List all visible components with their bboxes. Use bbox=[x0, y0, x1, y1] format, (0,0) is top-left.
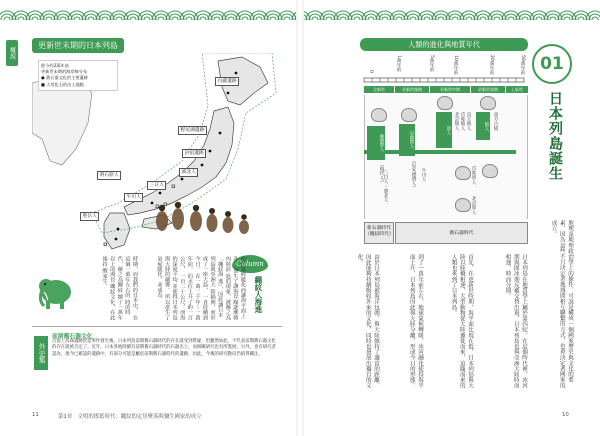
column-line-10: 並使得日本列島與大陸的關係。 bbox=[164, 256, 178, 321]
scale-label-3: 5萬年前 bbox=[429, 55, 434, 72]
column-line-5: 陸隔開，而形成了一座大島， bbox=[202, 256, 216, 321]
section-number: 01 bbox=[532, 44, 572, 84]
page-number-left: 11 bbox=[32, 412, 39, 418]
legend-fossil-text: 人骨化石的出土地點 bbox=[46, 81, 84, 87]
era-holocene: 全新世 bbox=[364, 86, 394, 93]
scale-label-0: 50萬年前 bbox=[520, 55, 525, 75]
body-text-2: 首先，在更新世時期，海平面比現在低，日本列島與大陸以陸橋相連，大型動物從大陸遷徙而來，追隨而來的人類也來到了日本列島。 bbox=[450, 254, 473, 389]
legend-fossil: ■ 人骨化石的出土地點 bbox=[41, 81, 84, 87]
label-nojiriko: 野尻湖遺跡 bbox=[178, 126, 207, 135]
species-early-sapiens-sub: （尼安德塔人） bbox=[411, 158, 416, 191]
column-line-6: 一直持續到今日。 bbox=[194, 256, 209, 321]
column-line-8: 的水位上升了約一百公尺， bbox=[179, 256, 193, 321]
label-mikkabi-hamakita: 三日人・濱北人 bbox=[383, 170, 388, 203]
scale-label-2: 10萬年前 bbox=[453, 55, 458, 75]
legend-site: ● 舊石器文化的主要遺跡 bbox=[41, 75, 88, 81]
extra-title: 前期舊石器文化 bbox=[52, 334, 93, 340]
column-line-3: 進的現象，被稱之為「繩紋海 bbox=[217, 256, 231, 321]
label-hijiridake: 聖岳人 bbox=[80, 212, 99, 221]
stone-age-old: 舊石器時代 bbox=[395, 222, 528, 244]
column-body-2 bbox=[78, 256, 138, 322]
map-legend bbox=[38, 60, 118, 91]
skull-australo bbox=[480, 96, 496, 110]
species-erectus bbox=[436, 112, 452, 148]
scale-label-5: 0 bbox=[368, 70, 373, 73]
label-shirataki: 白瀧遺跡 bbox=[215, 77, 239, 86]
skull-early-sapiens bbox=[401, 108, 417, 122]
label-peking: 北京原人 bbox=[471, 196, 476, 215]
species-erectus-label: 原人 bbox=[446, 125, 451, 135]
section-title: 日本列島誕生 bbox=[547, 91, 563, 181]
legend-site-text: 舊石器文化的主要遺跡 bbox=[46, 75, 88, 81]
species-erectus-sub: 直立猿人 爪哇猿人 北京猿人 bbox=[454, 112, 471, 131]
era-pliocene: 上新世 bbox=[506, 86, 528, 93]
side-tab: 概說 bbox=[6, 40, 18, 66]
label-iwajuku: 岩宿遺跡 bbox=[182, 149, 206, 158]
label-java: 爪哇原人 bbox=[471, 166, 476, 185]
column-line-4: 進」，因此讓日本列島與亞洲大 bbox=[209, 256, 224, 318]
stone-age-new: 新石器時代 （繩紋時代） bbox=[364, 222, 394, 244]
extra-body: 自從上高森遺跡捏造事件發生後，日本列島前期舊石器時代的存在就受到質疑，但雖然如此，不代表前期舊石器文化的存在就被否定了。近年，日本各地陸續有前期舊石器時代的石器出土，而相關研究也有所進展。另外，也有研究者認為，現今已確認的遺跡中，有部分可能是屬於前期舊石器時代的遺跡，因此，今後的研究動向仍值得關注。 bbox=[52, 339, 276, 357]
page-gutter bbox=[296, 0, 304, 436]
arrow-track bbox=[364, 150, 516, 154]
species-australo-sub: 南方古猿 bbox=[493, 112, 498, 131]
column-badge: Column bbox=[232, 255, 268, 273]
column-line-9: 一百二十公尺。而海的深度平均 bbox=[171, 256, 186, 321]
era-late-pleistocene: 更新世後期 bbox=[395, 86, 429, 93]
label-ushikawa: 牛川人 bbox=[421, 168, 426, 182]
mammoth-illustration bbox=[36, 270, 76, 314]
body-text-1: 日本列島在地質學上屬於第四紀。在這個時代裡，冰河期與間冰期反覆交替出現，日本列島也與亞洲大陸時而相連、時而分開。 bbox=[504, 254, 527, 389]
map-title: 更新世末期的日本列島 bbox=[32, 38, 124, 53]
body-text-3: 到了一萬年前左右，地球氣候轉暖，冰河融化使得海平面上升，日本列島因此與大陸分離，形成今日的形態。 bbox=[408, 254, 423, 389]
column-line-7: 在一萬二千年～一萬年前， bbox=[186, 256, 201, 321]
legend-coast: 更新世末期的海岸線分布 bbox=[41, 69, 88, 75]
species-australo-label: 猿人 bbox=[484, 121, 489, 131]
column-line-2: 發生了讓海岸線逐漸朝內陸前 bbox=[224, 256, 239, 321]
label-ushikawa: 牛川人 bbox=[124, 193, 143, 202]
column2-line-3: 時的時代，稱之為繩紋 bbox=[116, 256, 131, 315]
skull-java bbox=[455, 166, 471, 180]
body-text-4: 由於日本列島被海洋包圍，與大陸維持了適當的距離，因此能夠持續吸收外來的文化，同時也發展出獨自的文化。 bbox=[356, 254, 379, 389]
species-modern bbox=[367, 126, 385, 160]
time-scale bbox=[360, 54, 528, 84]
species-australo bbox=[476, 112, 490, 140]
label-akashi: 明石原人 bbox=[97, 171, 121, 180]
scale-label-4: 1萬年前 bbox=[396, 55, 401, 72]
skull-peking bbox=[455, 198, 471, 212]
species-modern-label: 晚期智人 bbox=[379, 134, 384, 152]
column-line-11: 所以產生了氣候暖化，並成為 bbox=[156, 256, 171, 321]
era-middle-pleistocene: 更新世中期 bbox=[430, 86, 470, 93]
column2-line-4: 續了一萬年以上的漫長 bbox=[109, 256, 123, 321]
column2-line-2: 在這個一萬年左右的 bbox=[124, 256, 138, 321]
timeline-title: 人類的進化與地質年代 bbox=[360, 38, 528, 51]
label-mikkabi: 三日人 bbox=[147, 181, 166, 190]
column-title: 繩紋人海進 bbox=[254, 276, 263, 313]
skull-erectus bbox=[437, 96, 453, 110]
page-number-right: 10 bbox=[562, 412, 569, 418]
scale-label-1: 20萬年前 bbox=[489, 55, 494, 75]
skull-late bbox=[482, 164, 498, 178]
legend-date: 距今約2萬年前 bbox=[41, 63, 69, 68]
species-early-sapiens bbox=[399, 124, 415, 156]
column-body bbox=[142, 256, 246, 322]
column-line-1: 由於氣候暖化而讓海平面上升， bbox=[232, 256, 246, 319]
intro-text: 地理及地理政治學上的條件，可說是構成一個國家歷史與文化的要素，因為這些不只決定著地域間相互聯繫的方式，也會決定著國家的成立。 bbox=[550, 220, 573, 388]
species-modern-sub: （現代人） bbox=[379, 162, 384, 185]
column2-line-1: 時期。而我們的日本史， bbox=[132, 256, 138, 314]
column2-line-5: 繩紋文化，在此後持 bbox=[101, 256, 116, 321]
era-early-pleistocene: 更新世前期 bbox=[471, 86, 505, 93]
label-hamakita: 濱北人 bbox=[179, 168, 198, 177]
footer-left: 第1章 文明的搖籃時代：繩紋的定居聚落與彌生國家的成立 bbox=[58, 414, 202, 420]
column2-line-6: 醒來生。 bbox=[101, 268, 108, 289]
skull-modern bbox=[371, 108, 387, 122]
extra-tag: 外史集 bbox=[34, 336, 48, 370]
species-early-sapiens-label: 早期智人 bbox=[409, 131, 414, 149]
